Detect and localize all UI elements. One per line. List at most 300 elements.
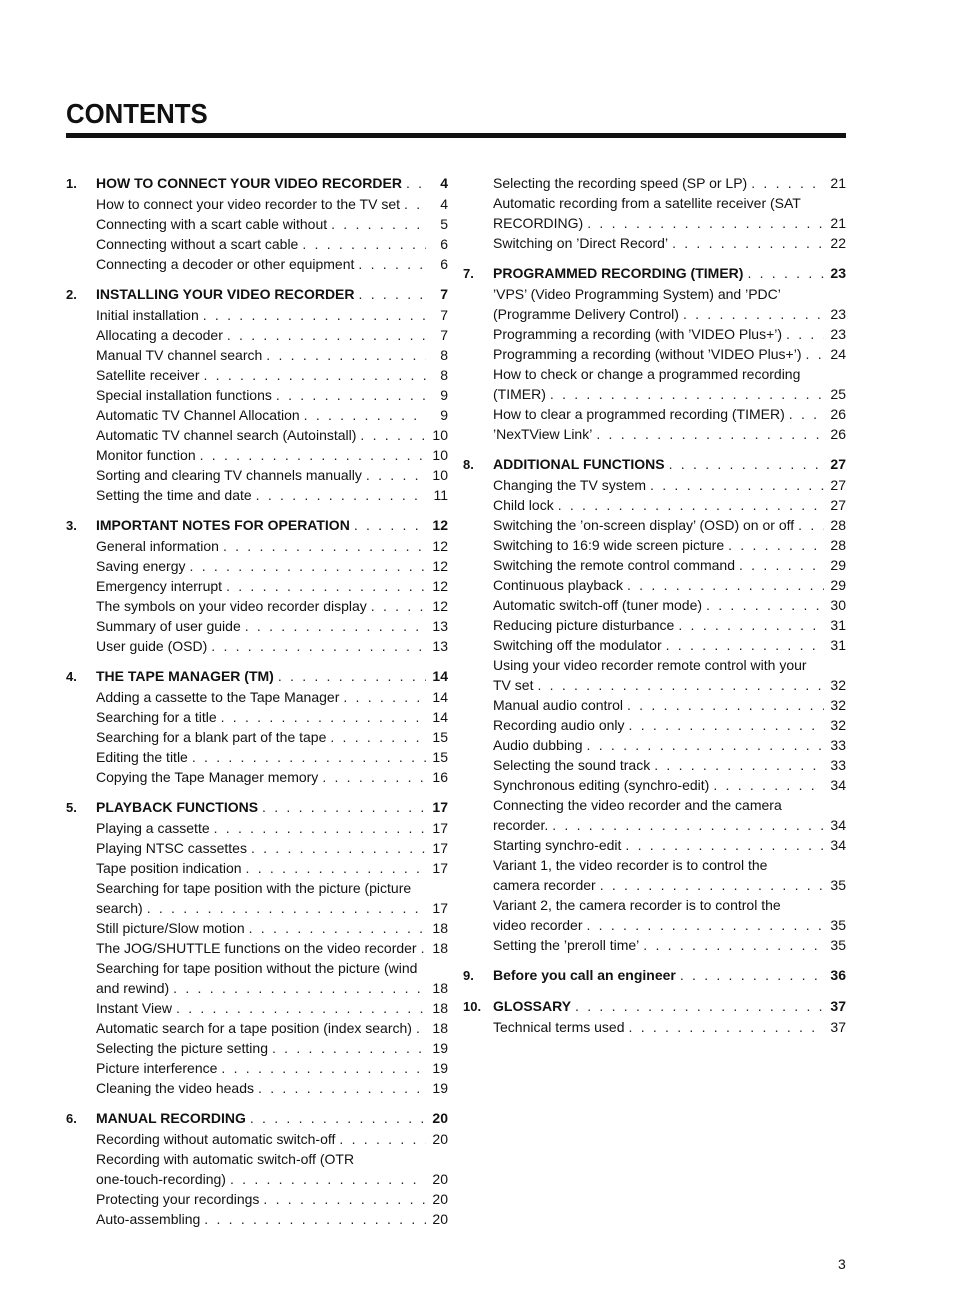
- toc-entry[interactable]: [463, 284, 846, 304]
- section-title: PROGRAMMED RECORDING (TIMER): [493, 265, 744, 281]
- entry-title-continued: RECORDING): [493, 215, 584, 231]
- toc-entry[interactable]: [463, 595, 846, 615]
- dot-leader: [600, 875, 824, 895]
- entry-page: 7: [440, 327, 448, 343]
- section-page: 20: [432, 1110, 448, 1126]
- dot-leader: [683, 304, 824, 324]
- toc-entry[interactable]: [66, 214, 448, 234]
- toc-entry[interactable]: [66, 1149, 448, 1169]
- dot-leader: [221, 707, 426, 727]
- entry-title: Playing NTSC cassettes: [96, 840, 247, 856]
- entry-page: 23: [830, 306, 846, 322]
- dot-leader: [200, 445, 426, 465]
- toc-entry[interactable]: [66, 596, 448, 616]
- section-title: MANUAL RECORDING: [96, 1110, 246, 1126]
- toc-section-heading[interactable]: [66, 1108, 448, 1129]
- toc-entry[interactable]: [66, 727, 448, 747]
- entry-page: 26: [830, 426, 846, 442]
- entry-page: 17: [432, 820, 448, 836]
- entry-title: Switching the remote control command: [493, 557, 735, 573]
- section-title: ADDITIONAL FUNCTIONS: [493, 456, 665, 472]
- dot-leader: [304, 405, 426, 425]
- entry-page: 17: [432, 860, 448, 876]
- entry-page: 19: [432, 1080, 448, 1096]
- section-page: 27: [830, 456, 846, 472]
- entry-page: 27: [830, 497, 846, 513]
- dot-leader: [302, 234, 426, 254]
- toc-entry[interactable]: [463, 344, 846, 364]
- dot-leader: [713, 775, 824, 795]
- entry-title: Automatic search for a tape position (index search): [96, 1020, 412, 1036]
- toc-section: [66, 1108, 448, 1229]
- toc-entry[interactable]: [463, 324, 846, 344]
- section-page: 17: [432, 799, 448, 815]
- entry-page: 18: [432, 1020, 448, 1036]
- dot-leader: [204, 365, 427, 385]
- entry-page: 14: [432, 689, 448, 705]
- toc-entry-continuation[interactable]: [463, 815, 846, 835]
- dot-leader: [230, 1169, 426, 1189]
- dot-leader: [322, 767, 426, 787]
- dot-leader: [262, 797, 426, 817]
- dot-leader: [627, 575, 824, 595]
- entry-page: 28: [830, 537, 846, 553]
- section-title: GLOSSARY: [493, 998, 572, 1014]
- entry-title: Picture interference: [96, 1060, 218, 1076]
- entry-title-continued: and rewind): [96, 980, 170, 996]
- dot-leader: [331, 214, 426, 234]
- entry-title: Searching for tape position with the picture (picture: [96, 880, 412, 896]
- toc-entry[interactable]: [66, 254, 448, 274]
- dot-leader: [358, 254, 426, 274]
- dot-leader: [625, 835, 824, 855]
- entry-page: 20: [432, 1131, 448, 1147]
- toc-section-heading[interactable]: [463, 454, 846, 475]
- dot-leader: [680, 965, 824, 985]
- entry-title: Audio dubbing: [493, 737, 583, 753]
- entry-title: Switching on ’Direct Record’: [493, 235, 669, 251]
- toc-entry[interactable]: [463, 715, 846, 735]
- toc-entry[interactable]: [463, 424, 846, 444]
- entry-page: 9: [440, 387, 448, 403]
- section-number: 9.: [463, 968, 474, 983]
- toc-entry[interactable]: [463, 695, 846, 715]
- toc-entry-continuation[interactable]: [66, 898, 448, 918]
- toc-entry[interactable]: [66, 234, 448, 254]
- dot-leader: [263, 1189, 426, 1209]
- toc-entry-continuation[interactable]: [463, 875, 846, 895]
- entry-page: 35: [830, 877, 846, 893]
- dot-leader: [278, 666, 426, 686]
- toc-entry[interactable]: [66, 838, 448, 858]
- toc-entry[interactable]: [66, 707, 448, 727]
- entry-title: Cleaning the video heads: [96, 1080, 255, 1096]
- toc-section-heading[interactable]: [463, 263, 846, 284]
- dot-leader: [256, 485, 426, 505]
- section-number: 10.: [463, 999, 482, 1014]
- title-rule: [66, 133, 846, 138]
- toc-entry[interactable]: [66, 556, 448, 576]
- entry-page: 33: [830, 757, 846, 773]
- entry-title: Saving energy: [96, 558, 186, 574]
- section-number: 4.: [66, 669, 77, 684]
- entry-title: Switching off the modulator: [493, 637, 662, 653]
- toc-entry[interactable]: [463, 475, 846, 495]
- section-number: 2.: [66, 287, 77, 302]
- toc-entry[interactable]: [463, 635, 846, 655]
- dot-leader: [250, 1108, 426, 1128]
- toc-section-heading[interactable]: [66, 173, 448, 194]
- toc-entry[interactable]: [66, 767, 448, 787]
- entry-title: Auto-assembling: [96, 1211, 201, 1227]
- entry-title: User guide (OSD): [96, 638, 208, 654]
- toc-entry[interactable]: [463, 855, 846, 875]
- dot-leader: [627, 695, 824, 715]
- toc-section: [463, 996, 846, 1037]
- toc-entry-continuation[interactable]: [463, 915, 846, 935]
- toc-section-heading[interactable]: [66, 666, 448, 687]
- entry-page: 12: [432, 578, 448, 594]
- dot-leader: [587, 915, 825, 935]
- dot-leader: [249, 918, 426, 938]
- dot-leader: [747, 263, 824, 283]
- dot-leader: [192, 747, 426, 767]
- dot-leader: [550, 384, 824, 404]
- entry-page: 18: [432, 940, 448, 956]
- entry-page: 34: [830, 837, 846, 853]
- entry-page: 17: [432, 900, 448, 916]
- toc-entry[interactable]: [66, 485, 448, 505]
- entry-page: 10: [432, 447, 448, 463]
- dot-leader: [404, 194, 426, 214]
- toc-entry[interactable]: [66, 194, 448, 214]
- entry-title: Special installation functions: [96, 387, 272, 403]
- toc-entry[interactable]: [66, 818, 448, 838]
- dot-leader: [406, 173, 426, 193]
- toc-entry[interactable]: [66, 536, 448, 556]
- toc-entry[interactable]: [463, 404, 846, 424]
- toc-entry[interactable]: [66, 365, 448, 385]
- entry-page: 28: [830, 517, 846, 533]
- entry-title: Tape position indication: [96, 860, 242, 876]
- toc-entry[interactable]: [66, 1129, 448, 1149]
- dot-leader: [366, 465, 426, 485]
- entry-page: 21: [830, 215, 846, 231]
- toc-section: [463, 263, 846, 444]
- toc-entry-continuation[interactable]: [463, 213, 846, 233]
- toc-entry[interactable]: [66, 938, 448, 958]
- dot-leader: [203, 305, 426, 325]
- toc-section: [463, 965, 846, 986]
- entry-title-continued: one-touch-recording): [96, 1171, 226, 1187]
- dot-leader: [587, 735, 824, 755]
- entry-title: Manual TV channel search: [96, 347, 263, 363]
- toc-entry[interactable]: [66, 325, 448, 345]
- entry-page: 37: [830, 1019, 846, 1035]
- entry-title: Monitor function: [96, 447, 196, 463]
- dot-leader: [789, 404, 824, 424]
- toc-right-column: [463, 173, 846, 1047]
- entry-page: 35: [830, 937, 846, 953]
- toc-entry-continuation[interactable]: [463, 384, 846, 404]
- section-page: 14: [432, 668, 448, 684]
- section-number: 3.: [66, 518, 77, 533]
- entry-page: 4: [440, 196, 448, 212]
- toc-section: [66, 515, 448, 656]
- entry-title: Connecting without a scart cable: [96, 236, 299, 252]
- toc-entry[interactable]: [66, 687, 448, 707]
- entry-title: Automatic TV channel search (Autoinstall): [96, 427, 357, 443]
- entry-title: Selecting the recording speed (SP or LP): [493, 175, 748, 191]
- entry-title: Starting synchro-edit: [493, 837, 622, 853]
- entry-title: The symbols on your video recorder display: [96, 598, 367, 614]
- toc-entry[interactable]: [463, 364, 846, 384]
- entry-title: Variant 2, the camera recorder is to control the: [493, 897, 781, 913]
- dot-leader: [806, 344, 824, 364]
- toc-entry[interactable]: [66, 1058, 448, 1078]
- toc-entry[interactable]: [66, 958, 448, 978]
- toc-section: [66, 666, 448, 787]
- entry-title: Setting the time and date: [96, 487, 252, 503]
- entry-title: Synchronous editing (synchro-edit): [493, 777, 710, 793]
- entry-title: Copying the Tape Manager memory: [96, 769, 319, 785]
- dot-leader: [728, 535, 824, 555]
- toc-entry[interactable]: [66, 636, 448, 656]
- entry-title: Playing a cassette: [96, 820, 210, 836]
- entry-title: Connecting with a scart cable without: [96, 216, 328, 232]
- entry-title: Editing the title: [96, 749, 188, 765]
- dot-leader: [798, 515, 824, 535]
- dot-leader: [359, 284, 426, 304]
- toc-entry[interactable]: [463, 775, 846, 795]
- toc-entry[interactable]: [463, 615, 846, 635]
- dot-leader: [339, 1129, 426, 1149]
- entry-page: 24: [830, 346, 846, 362]
- entry-title: Still picture/Slow motion: [96, 920, 245, 936]
- entry-title: Changing the TV system: [493, 477, 647, 493]
- entry-title: Technical terms used: [493, 1019, 625, 1035]
- toc-entry[interactable]: [463, 233, 846, 253]
- section-title: INSTALLING YOUR VIDEO RECORDER: [96, 286, 355, 302]
- toc-entry[interactable]: [463, 795, 846, 815]
- toc-entry[interactable]: [66, 1209, 448, 1229]
- entry-title: General information: [96, 538, 219, 554]
- entry-title: ’VPS’ (Video Programming System) and ’PDC’: [493, 286, 781, 302]
- dot-leader: [176, 998, 426, 1018]
- toc-entry-continuation[interactable]: [66, 978, 448, 998]
- entry-page: 20: [432, 1171, 448, 1187]
- toc-entry[interactable]: [66, 305, 448, 325]
- entry-page: 25: [830, 386, 846, 402]
- toc-entry[interactable]: [463, 575, 846, 595]
- toc-entry[interactable]: [463, 655, 846, 675]
- toc-entry-continuation[interactable]: [463, 304, 846, 324]
- section-number: 5.: [66, 800, 77, 815]
- entry-title-continued: recorder.: [493, 817, 549, 833]
- toc-entry[interactable]: [66, 858, 448, 878]
- entry-title-continued: video recorder: [493, 917, 583, 933]
- section-number: 6.: [66, 1111, 77, 1126]
- dot-leader: [251, 838, 426, 858]
- entry-title: Sorting and clearing TV channels manually: [96, 467, 362, 483]
- entry-title-continued: camera recorder: [493, 877, 596, 893]
- entry-title: Connecting a decoder or other equipment: [96, 256, 355, 272]
- dot-leader: [678, 615, 824, 635]
- entry-page: 6: [440, 256, 448, 272]
- toc-entry[interactable]: [66, 445, 448, 465]
- toc-entry[interactable]: [463, 755, 846, 775]
- dot-leader: [214, 818, 426, 838]
- toc-entry[interactable]: [66, 465, 448, 485]
- toc-entry[interactable]: [66, 385, 448, 405]
- toc-entry[interactable]: [463, 735, 846, 755]
- entry-title: Automatic recording from a satellite receiver (SAT: [493, 195, 801, 211]
- entry-title: Satellite receiver: [96, 367, 200, 383]
- toc-entry[interactable]: [66, 576, 448, 596]
- entry-page: 13: [432, 618, 448, 634]
- toc-entry-continuation[interactable]: [463, 675, 846, 695]
- toc-entry[interactable]: [66, 1189, 448, 1209]
- entry-title: Adding a cassette to the Tape Manager: [96, 689, 340, 705]
- toc-entry[interactable]: [463, 835, 846, 855]
- dot-leader: [669, 454, 824, 474]
- entry-title: Initial installation: [96, 307, 199, 323]
- dot-leader: [360, 425, 426, 445]
- toc-section: [463, 173, 846, 253]
- entry-title: How to check or change a programmed recording: [493, 366, 801, 382]
- dot-leader: [190, 556, 426, 576]
- entry-page: 31: [830, 617, 846, 633]
- entry-title-continued: TV set: [493, 677, 534, 693]
- entry-page: 15: [432, 729, 448, 745]
- entry-title: How to connect your video recorder to the TV set: [96, 196, 401, 212]
- entry-title: Selecting the picture setting: [96, 1040, 268, 1056]
- toc-entry[interactable]: [463, 935, 846, 955]
- toc-entry[interactable]: [463, 515, 846, 535]
- entry-page: 18: [432, 920, 448, 936]
- entry-title: Programming a recording (without ’VIDEO Plus+’): [493, 346, 802, 362]
- toc-entry[interactable]: [66, 425, 448, 445]
- section-number: 1.: [66, 176, 77, 191]
- section-title: HOW TO CONNECT YOUR VIDEO RECORDER: [96, 175, 402, 191]
- toc-entry[interactable]: [66, 747, 448, 767]
- entry-page: 9: [440, 407, 448, 423]
- entry-title: Switching to 16:9 wide screen picture: [493, 537, 725, 553]
- entry-page: 26: [830, 406, 846, 422]
- toc-entry[interactable]: [66, 998, 448, 1018]
- toc-entry[interactable]: [66, 1018, 448, 1038]
- dot-leader: [272, 1038, 426, 1058]
- entry-title: Variant 1, the video recorder is to control the: [493, 857, 768, 873]
- section-title: IMPORTANT NOTES FOR OPERATION: [96, 517, 350, 533]
- entry-page: 33: [830, 737, 846, 753]
- entry-title: Continuous playback: [493, 577, 623, 593]
- section-page: 12: [432, 517, 448, 533]
- toc-entry[interactable]: [463, 1017, 846, 1037]
- entry-title: Instant View: [96, 1000, 173, 1016]
- entry-page: 8: [440, 367, 448, 383]
- dot-leader: [227, 325, 426, 345]
- dot-leader: [223, 536, 426, 556]
- dot-leader: [596, 424, 824, 444]
- entry-page: 8: [440, 347, 448, 363]
- toc-section-heading[interactable]: [463, 996, 846, 1017]
- entry-page: 34: [830, 817, 846, 833]
- section-page: 7: [440, 286, 448, 302]
- toc-section-heading[interactable]: [66, 515, 448, 536]
- toc-left-column: [66, 173, 448, 1239]
- dot-leader: [587, 213, 824, 233]
- entry-page: 10: [432, 467, 448, 483]
- entry-title: Searching for a blank part of the tape: [96, 729, 327, 745]
- dot-leader: [650, 475, 824, 495]
- dot-leader: [706, 595, 824, 615]
- toc-entry[interactable]: [66, 616, 448, 636]
- dot-leader: [173, 978, 426, 998]
- toc-entry[interactable]: [463, 555, 846, 575]
- toc-entry[interactable]: [463, 895, 846, 915]
- entry-title: Emergency interrupt: [96, 578, 223, 594]
- entry-page: 16: [432, 769, 448, 785]
- entry-title: How to clear a programmed recording (TIMER): [493, 406, 785, 422]
- entry-page: 20: [432, 1191, 448, 1207]
- dot-leader: [537, 675, 824, 695]
- toc-entry[interactable]: [66, 1038, 448, 1058]
- toc-entry[interactable]: [463, 535, 846, 555]
- entry-page: 14: [432, 709, 448, 725]
- toc-entry[interactable]: [66, 1078, 448, 1098]
- entry-title: Switching the ’on-screen display’ (OSD) on or off: [493, 517, 795, 533]
- section-title: Before you call an engineer: [493, 967, 676, 983]
- toc-entry-continuation[interactable]: [66, 1169, 448, 1189]
- section-page: 4: [440, 175, 448, 191]
- toc-section-heading[interactable]: [463, 965, 846, 986]
- toc-entry[interactable]: [66, 918, 448, 938]
- entry-page: 20: [432, 1211, 448, 1227]
- dot-leader: [575, 996, 824, 1016]
- entry-page: 12: [432, 558, 448, 574]
- page-title: CONTENTS: [66, 98, 208, 129]
- entry-page: 12: [432, 598, 448, 614]
- toc-section: [66, 284, 448, 505]
- toc-entry[interactable]: [66, 405, 448, 425]
- entry-page: 34: [830, 777, 846, 793]
- toc-section-heading[interactable]: [66, 797, 448, 818]
- toc-entry[interactable]: [463, 193, 846, 213]
- dot-leader: [654, 755, 824, 775]
- dot-leader: [371, 596, 426, 616]
- entry-page: 21: [830, 175, 846, 191]
- entry-page: 30: [830, 597, 846, 613]
- toc-entry[interactable]: [66, 345, 448, 365]
- toc-section-heading[interactable]: [66, 284, 448, 305]
- entry-page: 18: [432, 1000, 448, 1016]
- entry-title: Manual audio control: [493, 697, 623, 713]
- entry-title: Searching for tape position without the picture (wind: [96, 960, 418, 976]
- toc-entry[interactable]: [66, 878, 448, 898]
- entry-page: 7: [440, 307, 448, 323]
- entry-page: 19: [432, 1060, 448, 1076]
- toc-entry[interactable]: [463, 173, 846, 193]
- entry-title: Programming a recording (with ’VIDEO Plus+’): [493, 326, 783, 342]
- entry-title: Recording audio only: [493, 717, 625, 733]
- entry-title: Reducing picture disturbance: [493, 617, 675, 633]
- toc-entry[interactable]: [463, 495, 846, 515]
- toc-section: [66, 173, 448, 274]
- dot-leader: [751, 173, 824, 193]
- entry-title: The JOG/SHUTTLE functions on the video recorder: [96, 940, 417, 956]
- section-title: THE TAPE MANAGER (TM): [96, 668, 274, 684]
